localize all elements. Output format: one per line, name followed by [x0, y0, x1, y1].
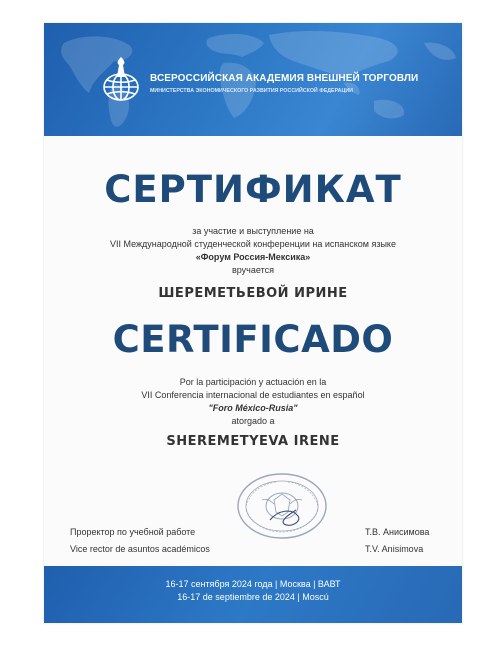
- footer-banner: [44, 566, 462, 623]
- signatory-name-ru: Т.В. Анисимова: [365, 527, 430, 537]
- ru-line-1: за участие и выступление на: [192, 226, 314, 236]
- event-date-place-ru: 16-17 сентября 2024 года | Москва | ВАВТ: [165, 579, 341, 589]
- official-seal-stamp: [232, 470, 332, 542]
- es-line-1: Por la participación y actuación en la: [179, 377, 327, 387]
- certificate-title-es: CERTIFICADO: [112, 318, 394, 361]
- organization-name: ВСЕРОССИЙСКАЯ АКАДЕМИЯ ВНЕШНЕЙ ТОРГОВЛИ: [150, 73, 419, 84]
- event-date-place-es: 16-17 de septiembre de 2024 | Moscú: [177, 592, 329, 602]
- ru-line-2: VII Международной студенческой конференции на испанском языке: [110, 239, 396, 249]
- es-line-2: VII Conferencia internacional de estudiantes en español: [141, 390, 365, 400]
- es-conference-name: "Foro México-Rusia": [208, 403, 298, 413]
- es-line-4: atorgado a: [231, 416, 275, 426]
- torch-globe-icon: [95, 55, 147, 107]
- recipient-name-ru: ШЕРЕМЕТЬЕВОЙ ИРИНЕ: [158, 286, 348, 301]
- organization-subtitle: МИНИСТЕРСТВА ЭКОНОМИЧЕСКОГО РАЗВИТИЯ РОССИЙСКОЙ ФЕДЕРАЦИИ: [150, 88, 353, 94]
- certificate-title-ru: СЕРТИФИКАТ: [104, 168, 402, 211]
- ru-line-4: вручается: [232, 265, 274, 275]
- recipient-name-es: SHEREMETYEVA IRENE: [166, 434, 340, 449]
- signatory-name-es: T.V. Anisimova: [365, 544, 424, 554]
- ru-conference-name: «Форум Россия-Мексика»: [195, 252, 311, 262]
- signatory-position-ru: Проректор по учебной работе: [70, 527, 196, 537]
- signatory-position-es: Vice rector de asuntos académicos: [70, 544, 210, 554]
